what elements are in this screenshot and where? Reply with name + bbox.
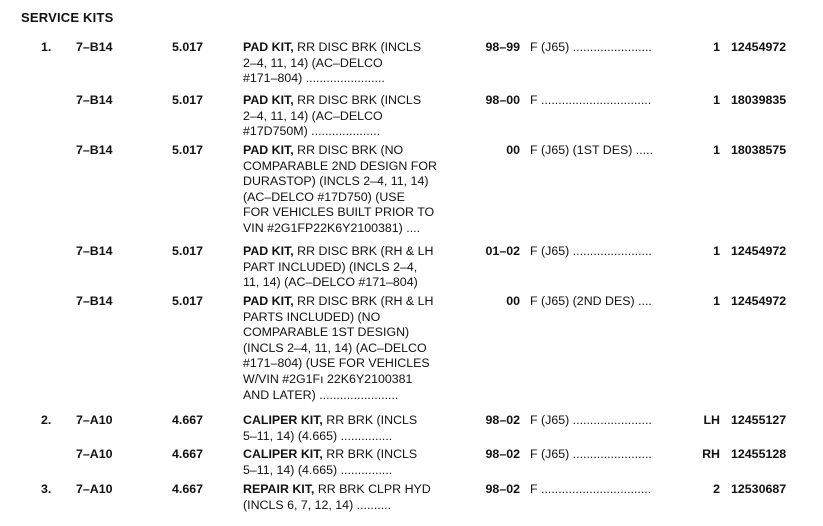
description-text: RR DISC BRK (RH & LH PARTS INCLUDED) (NO COMPARABLE 1ST DESIGN) (INCLS 2–4, 11, 14) (AC–DELCO #171–804) (USE FOR VEHICLES W/VIN #2G1Fı 22K6Y2100381 AND LATER) ....................... xyxy=(243,294,434,402)
quantity: 1 xyxy=(713,93,720,107)
illustration-ref: 7–A10 xyxy=(76,482,113,496)
group-number: 4.667 xyxy=(172,413,204,427)
model-code: F ................................ xyxy=(530,482,652,496)
model-code: F (J65) (1ST DES) ..... xyxy=(530,143,654,157)
part-number: 12454972 xyxy=(731,40,787,54)
part-number: 12530687 xyxy=(731,482,787,496)
group-number: 4.667 xyxy=(172,447,204,461)
year-range: 98–02 xyxy=(485,413,520,427)
group-number: 5.017 xyxy=(172,143,204,157)
description-text: RR BRK (INCLS 5–11, 14) (4.665) ............... xyxy=(243,447,418,477)
group-number: 4.667 xyxy=(172,482,204,496)
year-range: 00 xyxy=(506,294,520,308)
description xyxy=(243,447,465,478)
year-range: 98–02 xyxy=(485,447,520,461)
part-name: CALIPER KIT, xyxy=(243,447,323,461)
illustration-ref: 7–B14 xyxy=(76,93,113,107)
part-number: 12454972 xyxy=(731,244,787,258)
description xyxy=(243,244,465,291)
illustration-ref: 7–B14 xyxy=(76,294,113,308)
model-code: F (J65) ....................... xyxy=(530,413,652,427)
part-name: PAD KIT, xyxy=(243,294,294,308)
illustration-ref: 7–B14 xyxy=(76,40,113,54)
description xyxy=(243,413,465,444)
model-code: F (J65) ....................... xyxy=(530,244,652,258)
illustration-ref: 7–A10 xyxy=(76,413,113,427)
year-range: 98–99 xyxy=(485,40,520,54)
description-text: RR DISC BRK (INCLS 2–4, 11, 14) (AC–DELCO #171–804) ....................... xyxy=(243,40,422,86)
description xyxy=(243,40,465,87)
year-range: 98–00 xyxy=(485,93,520,107)
part-name: CALIPER KIT, xyxy=(243,413,323,427)
quantity: 1 xyxy=(713,40,720,54)
quantity: 1 xyxy=(713,244,720,258)
model-code: F (J65) (2ND DES) .... xyxy=(530,294,652,308)
group-number: 5.017 xyxy=(172,244,204,258)
quantity: LH xyxy=(703,413,720,427)
group-number: 5.017 xyxy=(172,294,204,308)
model-code: F (J65) ....................... xyxy=(530,40,652,54)
quantity: RH xyxy=(702,447,720,461)
illustration-ref: 7–B14 xyxy=(76,244,113,258)
description-text: RR DISC BRK (RH & LH PART INCLUDED) (INCLS 2–4, 11, 14) (AC–DELCO #171–804) xyxy=(243,244,434,290)
part-name: PAD KIT, xyxy=(243,93,294,107)
part-name: REPAIR KIT, xyxy=(243,482,315,496)
illustration-ref: 7–B14 xyxy=(76,143,113,157)
year-range: 01–02 xyxy=(485,244,520,258)
part-number: 12455127 xyxy=(731,413,787,427)
model-code: F (J65) ....................... xyxy=(530,447,652,461)
part-number: 12454972 xyxy=(731,294,787,308)
part-number: 18038575 xyxy=(731,143,787,157)
description-text: RR DISC BRK (NO COMPARABLE 2ND DESIGN FOR DURASTOP) (INCLS 2–4, 11, 14) (AC–DELCO #17D750) (USE FOR VEHICLES BUILT PRIOR TO VIN #2G1FP22K6Y2100381) .... xyxy=(243,143,437,235)
section-title: SERVICE KITS xyxy=(21,10,114,25)
part-name: PAD KIT, xyxy=(243,143,294,157)
description-text: RR DISC BRK (INCLS 2–4, 11, 14) (AC–DELCO #17D750M) .................... xyxy=(243,93,422,139)
description-text: RR BRK (INCLS 5–11, 14) (4.665) ............... xyxy=(243,413,418,443)
item-number: 1. xyxy=(41,40,52,54)
part-number: 12455128 xyxy=(731,447,787,461)
model-code: F ................................ xyxy=(530,93,652,107)
quantity: 1 xyxy=(713,294,720,308)
part-name: PAD KIT, xyxy=(243,40,294,54)
quantity: 2 xyxy=(713,482,720,496)
description-text: RR BRK CLPR HYD (INCLS 6, 7, 12, 14) .......... xyxy=(243,482,431,512)
description xyxy=(243,482,465,513)
description xyxy=(243,143,465,237)
year-range: 00 xyxy=(506,143,520,157)
description xyxy=(243,294,465,403)
quantity: 1 xyxy=(713,143,720,157)
part-name: PAD KIT, xyxy=(243,244,294,258)
item-number: 2. xyxy=(41,413,52,427)
group-number: 5.017 xyxy=(172,40,204,54)
description xyxy=(243,93,465,140)
illustration-ref: 7–A10 xyxy=(76,447,113,461)
year-range: 98–02 xyxy=(485,482,520,496)
item-number: 3. xyxy=(41,482,52,496)
group-number: 5.017 xyxy=(172,93,204,107)
part-number: 18039835 xyxy=(731,93,787,107)
